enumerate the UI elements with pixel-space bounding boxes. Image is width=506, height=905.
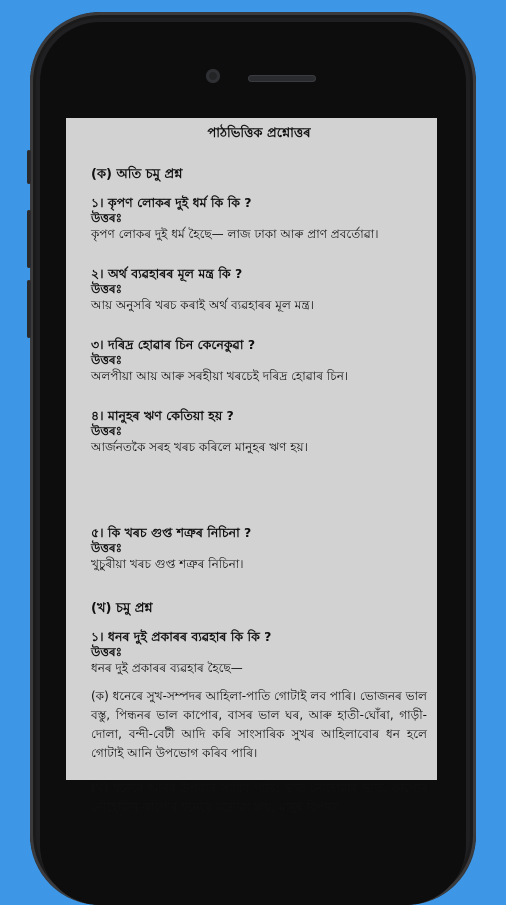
question: ১। ধনৰ দুই প্ৰকাৰৰ ব্যৱহাৰ কি কি ?	[91, 629, 272, 644]
question: ৪। মানুহৰ ঋণ কেতিয়া হয় ?	[91, 408, 234, 423]
earpiece-speaker	[248, 75, 316, 82]
article-content	[66, 118, 437, 817]
qa-item	[91, 407, 427, 456]
question: ১। কৃপণ লোকৰ দুই ধৰ্ম কি কি ?	[91, 195, 252, 210]
qa-item	[91, 524, 427, 573]
qa-item	[91, 336, 427, 385]
answer: কৃপণ লোকৰ দুই ধৰ্ম হৈছে— লাজ ঢাকা আৰু প্ৰাণ প্ৰবৰ্তোৱা।	[91, 227, 379, 241]
answer-paragraph: (ক) ধনেৰে সুখ-সম্পদৰ আহিলা-পাতি গোটাই লব পাৰি। ভোজনৰ ভাল বস্তু, পিন্ধনৰ ভাল কাপোৰ, বাসৰ ভাল ঘৰ, আৰু হাতী-ঘোঁৰা, গাড়ী-দোলা, বন্দী-বেটী আদি কৰি সাংসাৰিক সুখৰ আহিলাবোৰ ধন হলে গোটাই আনি উপভোগ কৰিব পাৰি।	[91, 689, 427, 760]
section-title-a: (ক) অতি চমু প্ৰশ্ন	[91, 167, 183, 182]
question: ৫। কি খৰচ গুপ্ত শত্ৰুৰ নিচিনা ?	[91, 525, 252, 540]
answer: আয় অনুসৰি খৰচ কৰাই অৰ্থ ব্যৱহাৰৰ মূল মন্ত্ৰ।	[91, 298, 314, 312]
section-title-b: (খ) চমু প্ৰশ্ন	[91, 601, 153, 616]
qa-item	[91, 265, 427, 314]
answer-label: উত্তৰঃ	[91, 211, 123, 225]
answer: ধনৰ দুই প্ৰকাৰৰ ব্যৱহাৰ হৈছে—	[91, 661, 243, 675]
answer-label: উত্তৰঃ	[91, 424, 123, 438]
answer-label: উত্তৰঃ	[91, 541, 123, 555]
question: ২। অৰ্থ ব্যৱহাৰৰ মূল মন্ত্ৰ কি ?	[91, 266, 243, 281]
answer: খুচুৰীয়া খৰচ গুপ্ত শত্ৰুৰ নিচিনা।	[91, 557, 244, 571]
answer-label: উত্তৰঃ	[91, 645, 123, 659]
qa-item	[91, 628, 427, 817]
qa-item	[91, 194, 427, 243]
question: ৩। দৰিদ্ৰ হোৱাৰ চিন কেনেকুৱা ?	[91, 337, 256, 352]
answer-paragraph: (খ) ধনেৰে আনৰ উপকাৰ সাধিব পাৰি; ভাত নোহোৱাৰ ভাত, কাপোৰ নোহোৱাৰ কাপোৰ ধনেৰে যতোৱা যায়, মানুহ বিপদত	[91, 781, 427, 814]
mute-switch	[27, 150, 31, 184]
volume-down-button	[27, 280, 31, 338]
answer: অলপীয়া আয় আৰু সৰহীয়া খৰচেই দৰিদ্ৰ হোৱাৰ চিন।	[91, 369, 349, 383]
answer: আৰ্জনতকৈ সৰহ খৰচ কৰিলে মানুহৰ ঋণ হয়।	[91, 440, 308, 454]
answer-label: উত্তৰঃ	[91, 282, 123, 296]
front-camera	[206, 69, 220, 83]
answer-label: উত্তৰঃ	[91, 353, 123, 367]
page-title: পাঠভিত্তিক প্ৰশ্নোত্তৰ	[207, 126, 311, 141]
screen[interactable]	[66, 118, 437, 814]
volume-up-button	[27, 210, 31, 268]
